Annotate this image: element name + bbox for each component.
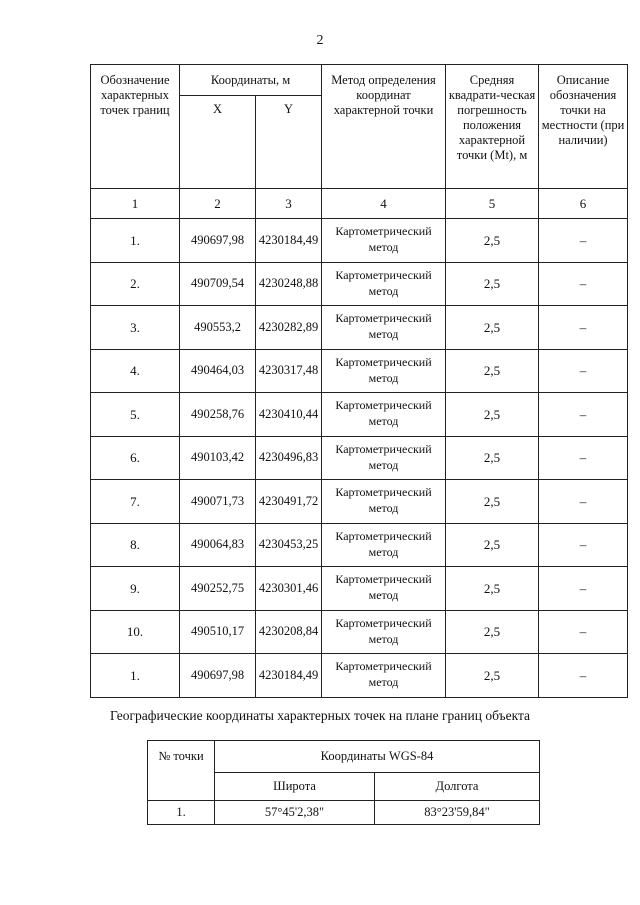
error-cell: 2,5 (446, 610, 539, 654)
header-point-designation: Обозначение характерных точек границ (91, 65, 180, 189)
description-cell: – (539, 436, 628, 480)
geo-point-cell: 1. (148, 801, 215, 825)
header-wgs84: Координаты WGS-84 (215, 741, 540, 773)
geo-row (148, 801, 540, 825)
error-cell: 2,5 (446, 262, 539, 306)
column-number: 2 (180, 189, 256, 219)
method-cell: Картометрический метод (322, 393, 446, 437)
description-cell: – (539, 480, 628, 524)
geo-coordinates-table (147, 740, 540, 825)
header-x: X (180, 96, 256, 189)
method-cell: Картометрический метод (322, 306, 446, 350)
description-cell: – (539, 393, 628, 437)
table-row (91, 436, 628, 480)
x-cell: 490553,2 (180, 306, 256, 350)
method-cell: Картометрический метод (322, 610, 446, 654)
x-cell: 490258,76 (180, 393, 256, 437)
point-cell: 2. (91, 262, 180, 306)
error-cell: 2,5 (446, 567, 539, 611)
header-mean-error: Средняя квадрати-ческая погрешность положения характерной точки (Mt), м (446, 65, 539, 189)
table-row (91, 219, 628, 263)
header-description: Описание обозначения точки на местности (при наличии) (539, 65, 628, 189)
method-cell: Картометрический метод (322, 349, 446, 393)
header-method: Метод определения координат характерной точки (322, 65, 446, 189)
point-cell: 7. (91, 480, 180, 524)
table-row (91, 262, 628, 306)
error-cell: 2,5 (446, 654, 539, 698)
error-cell: 2,5 (446, 523, 539, 567)
header-latitude: Широта (215, 773, 375, 801)
point-cell: 4. (91, 349, 180, 393)
table-row (91, 349, 628, 393)
description-cell: – (539, 262, 628, 306)
table-row (91, 393, 628, 437)
point-cell: 1. (91, 654, 180, 698)
latitude-cell: 57°45'2,38" (215, 801, 375, 825)
description-cell: – (539, 219, 628, 263)
page-number: 2 (316, 33, 324, 48)
longitude-cell: 83°23'59,84" (375, 801, 540, 825)
table-row (91, 654, 628, 698)
x-cell: 490709,54 (180, 262, 256, 306)
point-cell: 1. (91, 219, 180, 263)
y-cell: 4230208,84 (256, 610, 322, 654)
y-cell: 4230282,89 (256, 306, 322, 350)
header-coordinates: Координаты, м (180, 65, 322, 96)
x-cell: 490697,98 (180, 654, 256, 698)
table-row (91, 610, 628, 654)
method-cell: Картометрический метод (322, 219, 446, 263)
point-cell: 8. (91, 523, 180, 567)
x-cell: 490510,17 (180, 610, 256, 654)
table-row (91, 306, 628, 350)
header-point-number: № точки (148, 741, 215, 801)
y-cell: 4230496,83 (256, 436, 322, 480)
description-cell: – (539, 567, 628, 611)
table-row (91, 567, 628, 611)
geo-section-title: Географические координаты характерных точек на плане границ объекта (109, 708, 531, 723)
description-cell: – (539, 306, 628, 350)
point-cell: 3. (91, 306, 180, 350)
column-number: 6 (539, 189, 628, 219)
y-cell: 4230410,44 (256, 393, 322, 437)
error-cell: 2,5 (446, 306, 539, 350)
y-cell: 4230453,25 (256, 523, 322, 567)
header-longitude: Долгота (375, 773, 540, 801)
x-cell: 490697,98 (180, 219, 256, 263)
error-cell: 2,5 (446, 349, 539, 393)
point-cell: 9. (91, 567, 180, 611)
error-cell: 2,5 (446, 393, 539, 437)
description-cell: – (539, 610, 628, 654)
description-cell: – (539, 654, 628, 698)
y-cell: 4230184,49 (256, 219, 322, 263)
description-cell: – (539, 523, 628, 567)
method-cell: Картометрический метод (322, 654, 446, 698)
point-cell: 6. (91, 436, 180, 480)
error-cell: 2,5 (446, 219, 539, 263)
method-cell: Картометрический метод (322, 523, 446, 567)
error-cell: 2,5 (446, 436, 539, 480)
header-y: Y (256, 96, 322, 189)
boundary-points-table (90, 64, 628, 698)
method-cell: Картометрический метод (322, 480, 446, 524)
error-cell: 2,5 (446, 480, 539, 524)
x-cell: 490464,03 (180, 349, 256, 393)
table-row (91, 523, 628, 567)
method-cell: Картометрический метод (322, 262, 446, 306)
point-cell: 5. (91, 393, 180, 437)
x-cell: 490103,42 (180, 436, 256, 480)
description-cell: – (539, 349, 628, 393)
y-cell: 4230301,46 (256, 567, 322, 611)
column-number: 3 (256, 189, 322, 219)
table-row (91, 480, 628, 524)
y-cell: 4230317,48 (256, 349, 322, 393)
column-number: 5 (446, 189, 539, 219)
y-cell: 4230491,72 (256, 480, 322, 524)
x-cell: 490252,75 (180, 567, 256, 611)
y-cell: 4230248,88 (256, 262, 322, 306)
column-number: 4 (322, 189, 446, 219)
point-cell: 10. (91, 610, 180, 654)
column-number: 1 (91, 189, 180, 219)
y-cell: 4230184,49 (256, 654, 322, 698)
method-cell: Картометрический метод (322, 567, 446, 611)
method-cell: Картометрический метод (322, 436, 446, 480)
x-cell: 490071,73 (180, 480, 256, 524)
x-cell: 490064,83 (180, 523, 256, 567)
